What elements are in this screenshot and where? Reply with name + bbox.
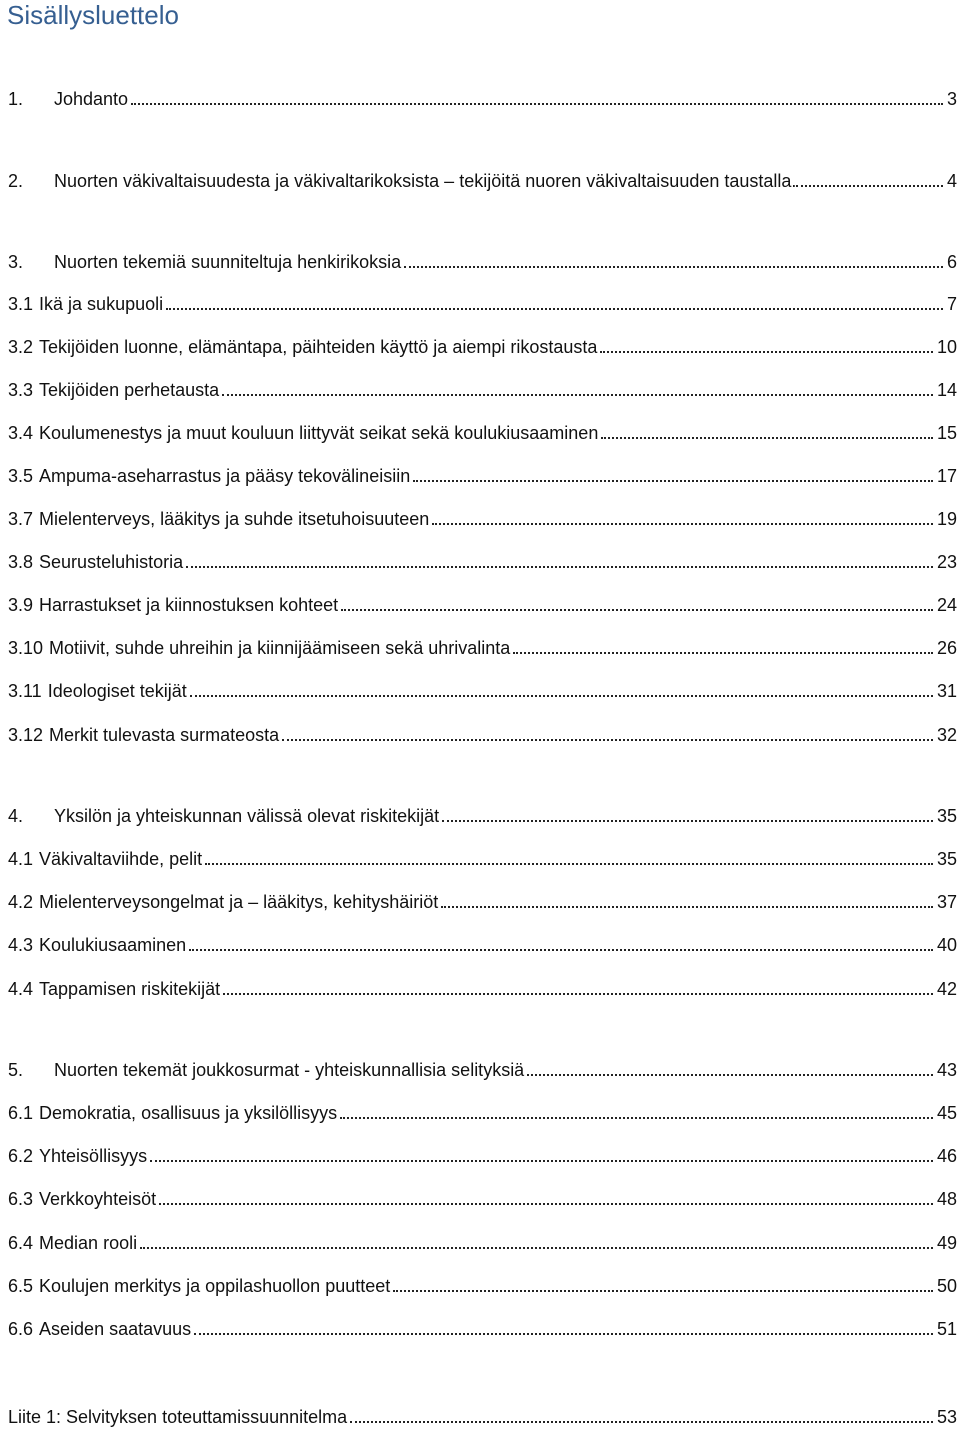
toc-entry-title: Liite 1: Selvityksen toteuttamissuunnitelma [8,1407,348,1427]
toc-entry-title: Mielenterveysongelmat ja – lääkitys, kehityshäiriöt [39,892,439,912]
toc-leader-dots [513,652,933,654]
toc-entry-title: Demokratia, osallisuus ja yksilöllisyys [39,1103,338,1123]
toc-leader-dots [600,351,933,353]
toc-entry-page: 10 [936,337,957,357]
toc-leader-dots [223,993,933,995]
toc-entry-page: 40 [936,935,957,955]
toc-entry-number: 6.2 [8,1146,34,1166]
toc-entry-title: Nuorten tekemiä suunniteltuja henkirikoksia [54,252,402,272]
toc-entry-page: 53 [936,1407,957,1427]
toc-entry[interactable] [8,1230,960,1254]
toc-entry[interactable] [8,420,960,444]
page-title: Sisällysluettelo [7,0,179,30]
toc-leader-dots [527,1074,933,1076]
toc-entry[interactable] [8,1186,960,1210]
toc-entry-title: Tekijöiden luonne, elämäntapa, päihteiden käyttö ja aiempi rikostausta [39,337,598,357]
toc-entry-title: Yhteisöllisyys [39,1146,148,1166]
toc-entry[interactable] [8,1273,960,1297]
toc-entry-number: 3.2 [8,337,34,357]
toc-entry-title: Ikä ja sukupuoli [39,294,164,314]
toc-entry-title: Ideologiset tekijät [47,681,187,701]
toc-entry-title: Johdanto [54,89,129,109]
toc-entry-number: 3. [8,252,24,272]
toc-entry-number: 3.3 [8,380,34,400]
toc-entry-page: 42 [936,979,957,999]
toc-entry-number: 3.10 [8,638,44,658]
toc-entry-title: Verkkoyhteisöt [39,1189,157,1209]
toc-entry-appendix[interactable] [8,1404,960,1428]
toc-entry-page: 37 [936,892,957,912]
toc-entry[interactable] [8,678,960,702]
toc-leader-dots [186,566,933,568]
toc-leader-dots [413,480,933,482]
toc-entry-page: 31 [936,681,957,701]
toc-entry-page: 19 [936,509,957,529]
toc-entry-page: 46 [936,1146,957,1166]
toc-entry-title: Seurusteluhistoria [39,552,184,572]
toc-entry-page: 45 [936,1103,957,1123]
toc-entry-page: 43 [936,1060,957,1080]
toc-entry[interactable] [8,1100,960,1124]
toc-entry[interactable] [8,168,960,192]
toc-entry-number: 4.4 [8,979,34,999]
toc-entry-title: Koulumenestys ja muut kouluun liittyvät seikat sekä koulukiusaaminen [39,423,599,443]
toc-entry[interactable] [8,1316,960,1340]
toc-entry[interactable] [8,463,960,487]
toc-entry-number: 6.3 [8,1189,34,1209]
toc-entry[interactable] [8,86,960,110]
toc-entry-title: Väkivaltaviihde, pelit [39,849,203,869]
toc-entry-title: Aseiden saatavuus [39,1319,192,1339]
toc-entry-number: 1. [8,89,24,109]
toc-leader-dots [131,103,943,105]
toc-entry-title: Nuorten väkivaltaisuudesta ja väkivaltarikoksista – tekijöitä nuoren väkivaltaisuuden taustalla. [54,171,797,191]
toc-entry-page: 7 [946,294,957,314]
toc-entry[interactable] [8,1057,960,1081]
toc-leader-dots [350,1421,933,1423]
toc-entry-page: 24 [936,595,957,615]
toc-leader-dots [341,609,933,611]
toc-entry-page: 3 [946,89,957,109]
toc-leader-dots [282,739,933,741]
toc-entry-number: 2. [8,171,24,191]
toc-entry[interactable] [8,722,960,746]
toc-leader-dots [796,185,943,187]
toc-entry[interactable] [8,592,960,616]
toc-entry[interactable] [8,889,960,913]
toc-entry[interactable] [8,249,960,273]
toc-entry-title: Mielenterveys, lääkitys ja suhde itsetuhoisuuteen [39,509,430,529]
toc-entry-page: 48 [936,1189,957,1209]
toc-entry[interactable] [8,549,960,573]
toc-leader-dots [441,906,933,908]
toc-entry-title: Koulukiusaaminen [39,935,187,955]
toc-leader-dots [404,266,943,268]
toc-entry[interactable] [8,377,960,401]
toc-leader-dots [166,308,943,310]
toc-entry-page: 4 [946,171,957,191]
toc-entry-page: 14 [936,380,957,400]
toc-entry-number: 6.1 [8,1103,34,1123]
toc-entry-number: 4.3 [8,935,34,955]
toc-leader-dots [222,394,933,396]
toc-entry-page: 49 [936,1233,957,1253]
toc-entry-number: 6.6 [8,1319,34,1339]
toc-leader-dots [190,695,933,697]
toc-entry-title: Ampuma-aseharrastus ja pääsy tekovälineisiin [39,466,411,486]
toc-entry-title: Yksilön ja yhteiskunnan välissä olevat riskitekijät [54,806,440,826]
toc-entry-number: 3.4 [8,423,34,443]
toc-leader-dots [159,1203,933,1205]
toc-entry-title: Median rooli [39,1233,138,1253]
toc-entry-number: 3.9 [8,595,34,615]
toc-leader-dots [340,1117,933,1119]
toc-entry-number: 3.1 [8,294,34,314]
toc-entry-number: 4.2 [8,892,34,912]
toc-entry-page: 35 [936,806,957,826]
toc-leader-dots [189,949,933,951]
toc-leader-dots [205,863,933,865]
toc-entry-page: 50 [936,1276,957,1296]
toc-entry[interactable] [8,635,960,659]
toc-leader-dots [432,523,933,525]
toc-leader-dots [393,1290,933,1292]
toc-entry-number: 3.5 [8,466,34,486]
toc-leader-dots [140,1247,933,1249]
toc-entry-page: 35 [936,849,957,869]
toc-leader-dots [442,820,933,822]
toc-entry[interactable] [8,803,960,827]
toc-entry-title: Motiivit, suhde uhreihin ja kiinnijäämiseen sekä uhrivalinta [49,638,511,658]
toc-entry-title: Nuorten tekemät joukkosurmat - yhteiskunnallisia selityksiä [54,1060,525,1080]
toc-entry-page: 17 [936,466,957,486]
toc-entry-number: 3.7 [8,509,34,529]
toc-leader-dots [601,437,933,439]
toc-entry[interactable] [8,291,960,315]
toc-entry-number: 5. [8,1060,24,1080]
toc-entry-title: Tappamisen riskitekijät [39,979,221,999]
toc-entry[interactable] [8,334,960,358]
toc-entry[interactable] [8,846,960,870]
toc-entry[interactable] [8,976,960,1000]
toc-entry[interactable] [8,1143,960,1167]
toc-leader-dots [194,1333,933,1335]
toc-entry-title: Koulujen merkitys ja oppilashuollon puutteet [39,1276,391,1296]
toc-entry-number: 6.4 [8,1233,34,1253]
toc-entry-page: 15 [936,423,957,443]
toc-entry-number: 6.5 [8,1276,34,1296]
toc-entry-number: 3.12 [8,725,44,745]
toc-entry-number: 4.1 [8,849,34,869]
toc-entry-title: Harrastukset ja kiinnostuksen kohteet [39,595,339,615]
toc-entry-page: 6 [946,252,957,272]
toc-entry-page: 32 [936,725,957,745]
toc-entry-number: 3.11 [8,681,42,701]
toc-entry-title: Merkit tulevasta surmateosta [49,725,280,745]
toc-entry-page: 23 [936,552,957,572]
toc-entry[interactable] [8,932,960,956]
toc-entry-number: 4. [8,806,24,826]
toc-entry-page: 26 [936,638,957,658]
toc-entry[interactable] [8,506,960,530]
toc-leader-dots [150,1160,933,1162]
toc-entry-number: 3.8 [8,552,34,572]
toc-entry-title: Tekijöiden perhetausta [39,380,220,400]
toc-entry-page: 51 [936,1319,957,1339]
